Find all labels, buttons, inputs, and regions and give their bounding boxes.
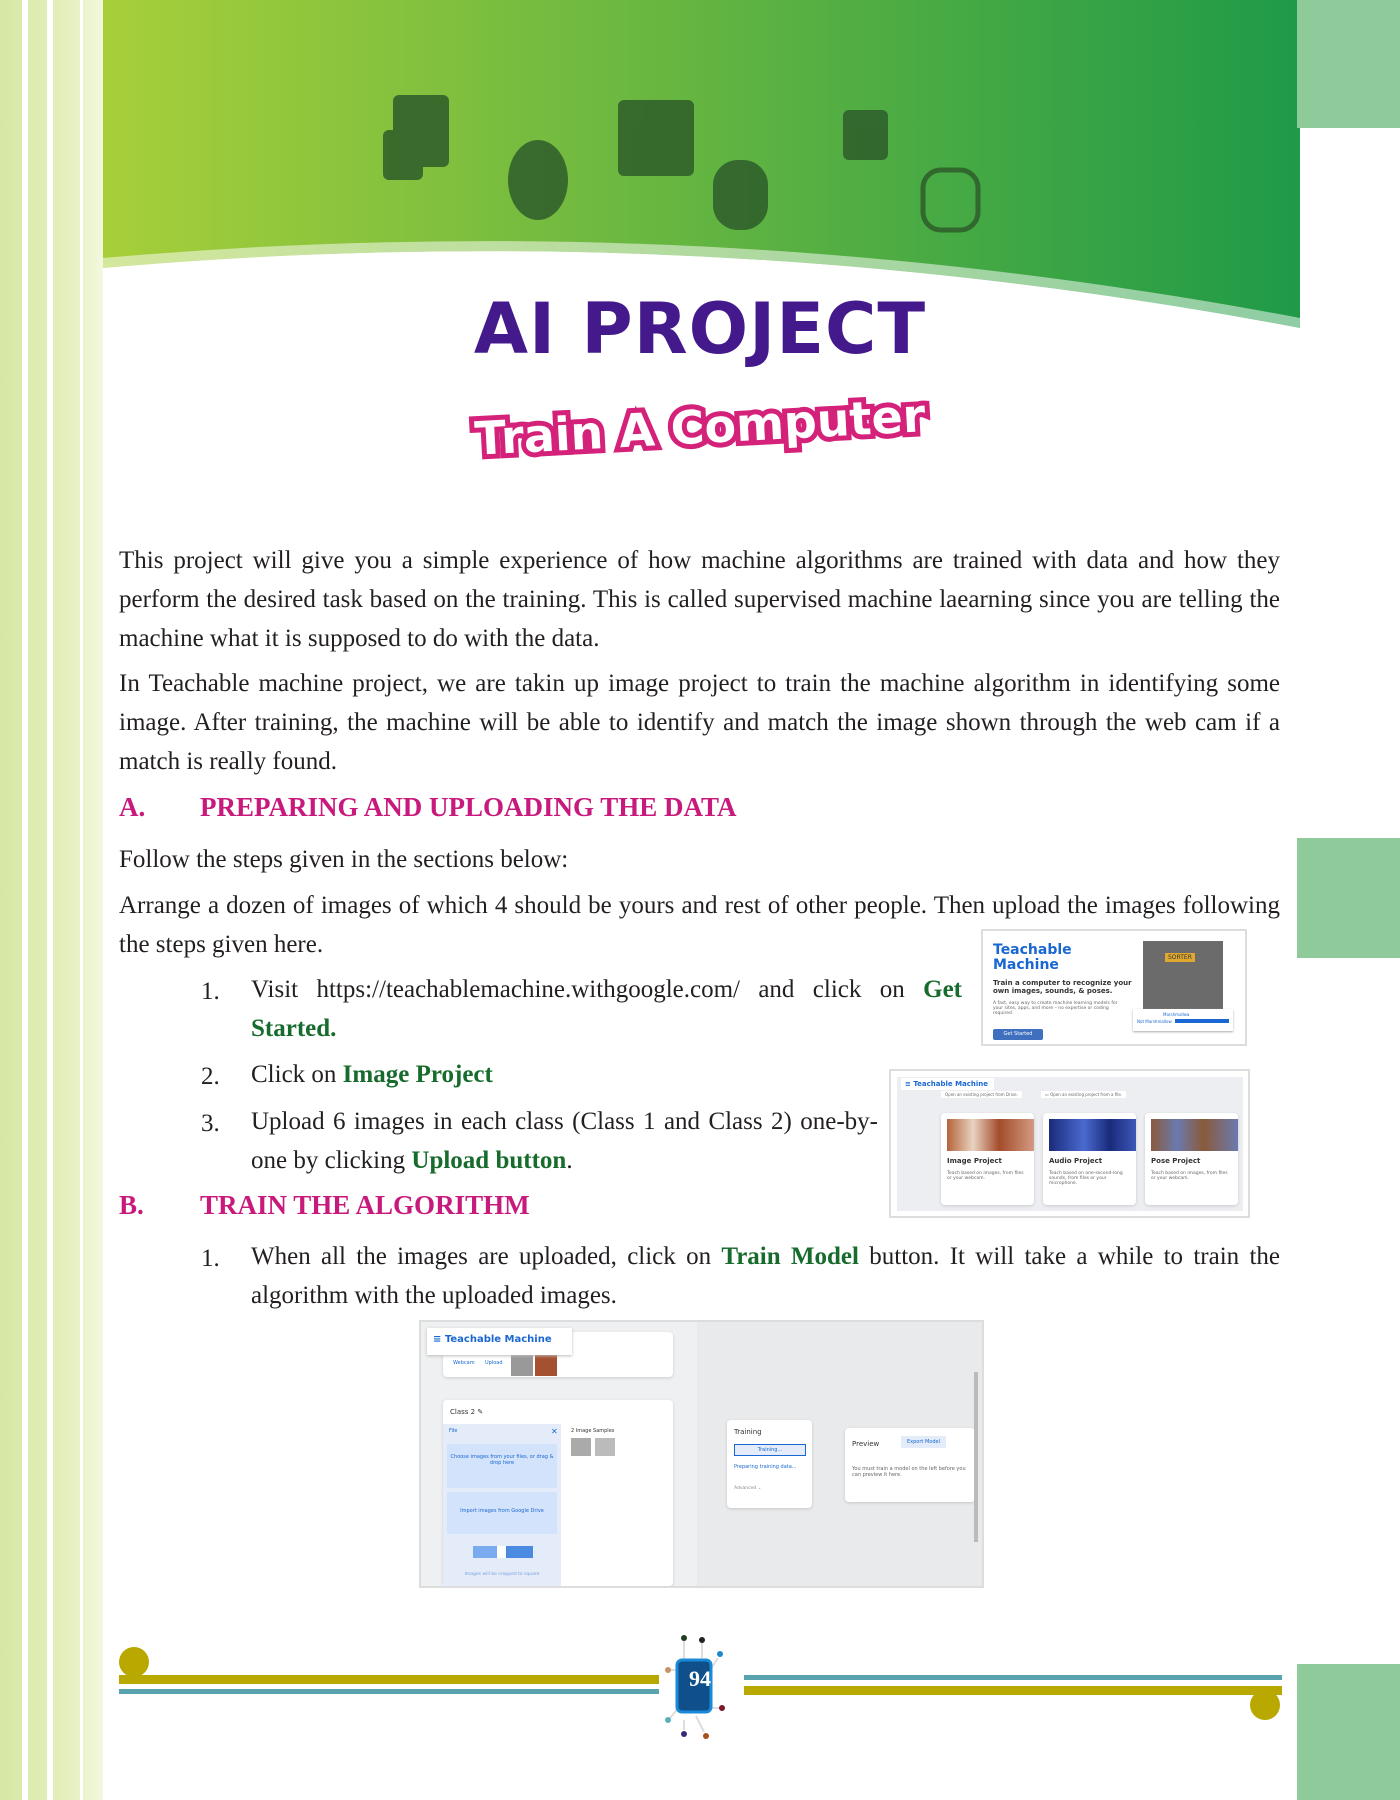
step-bold: Get Started. [251,976,962,1042]
step-text: . [566,1147,573,1174]
train-model-button[interactable]: Training... [734,1444,806,1456]
step-text: When all the images are uploaded, click on [251,1243,722,1270]
section-title: PREPARING AND UPLOADING THE DATA [200,792,737,822]
instruction-text: Follow the steps given in the sections below: [119,846,569,873]
section-title: TRAIN THE ALGORITHM [200,1190,530,1220]
step-number: 1. [201,978,220,1005]
screenshot-training [419,1320,984,1588]
section-letter: A. [119,792,146,822]
tagline: Train a computer to recognize your own images, sounds, & poses. [993,979,1132,995]
section-heading-b [119,1190,530,1221]
step-number: 3. [201,1110,220,1137]
page-title: AI PROJECT [473,288,927,370]
training-status: Preparing training data... [734,1464,797,1470]
sorter-sign: SORTER [1165,953,1195,962]
section-heading-a [119,792,737,823]
screenshot-project-types [889,1069,1250,1218]
open-from-file-button[interactable]: ▭ Open an existing project from a file. [1041,1091,1126,1098]
step-bold: Upload button [411,1147,567,1174]
training-title: Training [734,1428,762,1436]
crop-illustration [473,1546,533,1558]
side-tab [1297,1664,1400,1800]
app-title: Teachable Machine [993,942,1072,973]
divider [22,0,28,1800]
step-bold: Image Project [342,1061,493,1088]
crop-note: Images will be cropped to square [464,1572,540,1577]
class-2-card [443,1400,673,1586]
divider [80,0,83,1800]
footer-line [744,1686,1282,1695]
pose-project-card[interactable]: Pose Project Teach based on images, from files or your webcam. [1145,1113,1238,1205]
webcam-button[interactable]: Webcam [453,1360,475,1366]
instruction-text: Arrange a dozen of images of which 4 should be yours and rest of other people. Then upload the images following the steps given here. [119,892,1280,958]
intro-paragraph: In Teachable machine project, we are takin up image project to train the machine algorithm in identifying some image. After training, the machine will be able to identify and match the image shown through the web cam if a match is really found. [119,670,1280,775]
app-title: ≡ Teachable Machine [427,1328,572,1355]
scrollbar[interactable] [974,1372,978,1542]
step-text: Click on [251,1061,343,1088]
class-name: Class 2 ✎ [450,1408,484,1416]
footer-dot [1250,1690,1280,1720]
divider [47,0,53,1800]
export-model-button[interactable]: Export Model [901,1436,946,1448]
preview-card [845,1428,975,1502]
advanced-toggle[interactable]: Advanced ⌄ [734,1486,762,1491]
import-drive-button[interactable]: Import images from Google Drive [447,1492,557,1534]
footer-line [744,1675,1282,1680]
open-from-drive-button[interactable]: Open an existing project from Drive. [941,1091,1022,1098]
page-subtitle: Train A Computer [473,388,927,466]
side-tab [1297,838,1400,958]
step-number: 1. [201,1245,220,1272]
footer-dot [119,1647,149,1677]
samples-count: 2 Image Samples [571,1428,615,1434]
description: A fast, easy way to create machine learning models for your sites, apps, and more – no expertise or coding required. [993,1001,1118,1016]
header-banner [103,0,1300,330]
section-letter: B. [119,1190,144,1220]
prediction-card: Marshmallow Not Marshmallow [1133,1009,1233,1031]
footer-line [119,1675,659,1684]
close-icon[interactable]: ✕ [551,1427,558,1436]
upload-button[interactable]: Upload [485,1360,503,1366]
app-title: ≡ Teachable Machine [901,1078,994,1090]
footer-line [119,1689,659,1694]
step-item [251,970,962,1048]
step-text: Visit https://teachablemachine.withgoogle.com/ and click on [251,976,924,1003]
step-number: 2. [201,1063,220,1090]
choose-files-button[interactable]: Choose images from your files, or drag & drop here [447,1444,557,1488]
file-label: File [449,1428,458,1434]
page-number: 94 [689,1666,711,1691]
sorter-image [1143,941,1223,1019]
step-item [251,1237,1280,1315]
intro-paragraph: This project will give you a simple experience of how machine algorithms are trained with data and how they perform the desired task based on the training. This is called supervised machine laearning since you are telling the machine what it is supposed to do with the data. [119,547,1280,652]
image-project-card[interactable]: Image Project Teach based on images, from files or your webcam. [941,1113,1034,1205]
screenshot-teachable-home [981,929,1247,1046]
training-card [727,1420,812,1508]
preview-message: You must train a model on the left before you can preview it here. [852,1466,966,1478]
step-bold: Train Model [721,1243,859,1270]
step-text: button. It will take a while to train the algorithm with the uploaded images. [251,1243,1280,1309]
step-item [251,1055,871,1094]
get-started-button[interactable]: Get Started [993,1029,1043,1040]
step-text: Upload 6 images in each class (Class 1 and Class 2) one-by-one by clicking [251,1108,878,1174]
audio-project-card[interactable]: Audio Project Teach based on one-second-long sounds, from files or your microphone. [1043,1113,1136,1205]
step-item [251,1102,878,1180]
preview-title: Preview [852,1440,880,1448]
side-tab [1297,0,1400,128]
